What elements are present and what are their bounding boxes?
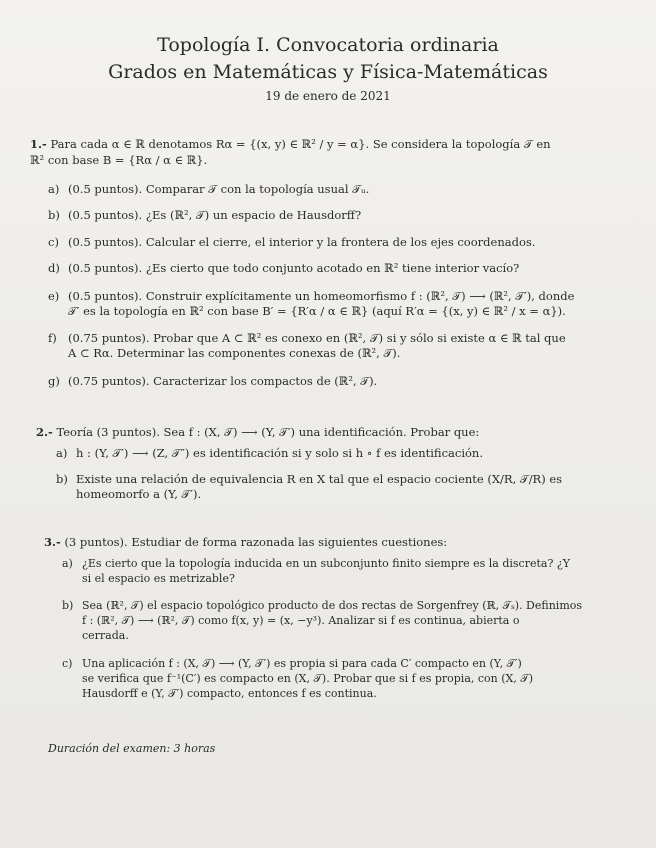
item-label: a) <box>48 182 60 196</box>
q1-item-e <box>48 289 588 319</box>
item-label: b) <box>48 208 60 222</box>
item-text: (0.5 puntos). Calcular el cierre, el interior y la frontera de los ejes coordenados. <box>68 235 536 249</box>
item-text-cont: Hausdorff e (Y, 𝒯′) compacto, entonces f es continua. <box>82 687 377 700</box>
item-text: Existe una relación de equivalencia R en X tal que el espacio cociente (X/R, 𝒯/R) es <box>76 472 563 486</box>
item-text-cont: si el espacio es metrizable? <box>82 572 235 585</box>
exam-subtitle: Grados en Matemáticas y Física-Matemáticas <box>108 61 548 83</box>
item-label: e) <box>48 289 60 303</box>
item-text: (0.5 puntos). ¿Es cierto que todo conjunto acotado en ℝ² tiene interior vacío? <box>68 261 520 275</box>
item-label: c) <box>62 657 73 670</box>
q1-item-f <box>48 331 588 361</box>
q1-item-b <box>48 208 588 223</box>
item-text: (0.75 puntos). Probar que A ⊂ ℝ² es conexo en (ℝ², 𝒯) si y sólo si existe α ∈ ℝ tal que <box>68 331 566 345</box>
question-2-number: 2.- <box>36 425 53 439</box>
item-text-cont: homeomorfo a (Y, 𝒯′). <box>76 487 202 501</box>
q1-item-c <box>48 235 588 250</box>
question-1-number: 1.- <box>30 137 47 151</box>
question-2-intro-text: Teoría (3 puntos). Sea f : (X, 𝒯) ⟶ (Y, 𝒯′) una identificación. Probar que: <box>56 425 480 439</box>
q1-item-g <box>48 374 588 389</box>
item-label: a) <box>56 446 68 460</box>
item-label: c) <box>48 235 59 249</box>
item-text-cont: f : (ℝ², 𝒯) ⟶ (ℝ², 𝒯) como f(x, y) = (x, −y³). Analizar si f es continua, abierta o <box>82 614 520 627</box>
question-1-intro-line1: Para cada α ∈ ℝ denotamos Rα = {(x, y) ∈ ℝ² / y = α}. Se considera la topología 𝒯 en <box>50 137 551 151</box>
item-text: Sea (ℝ², 𝒯) el espacio topológico producto de dos rectas de Sorgenfrey (ℝ, 𝒯ₛ). Definimos <box>82 599 583 612</box>
exam-title: Topología I. Convocatoria ordinaria <box>157 34 499 56</box>
q2-item-a <box>56 446 596 461</box>
item-text-cont: A ⊂ Rα. Determinar las componentes conexas de (ℝ², 𝒯). <box>68 346 401 360</box>
item-text-cont: 𝒯′ es la topología en ℝ² con base B′ = {R′α / α ∈ ℝ} (aquí R′α = {(x, y) ∈ ℝ² / x = α}). <box>68 304 566 318</box>
item-text: (0.5 puntos). Construir explícitamente un homeomorfismo f : (ℝ², 𝒯) ⟶ (ℝ², 𝒯′), donde <box>68 289 575 303</box>
q2-item-b <box>56 472 596 502</box>
question-2-intro <box>36 424 608 440</box>
item-label: b) <box>56 472 68 486</box>
question-1-intro <box>30 136 602 168</box>
question-3-intro-text: (3 puntos). Estudiar de forma razonada las siguientes cuestiones: <box>64 535 448 549</box>
item-label: f) <box>48 331 57 345</box>
exam-date: 19 de enero de 2021 <box>265 89 391 103</box>
q3-item-c <box>62 656 594 701</box>
question-3-intro <box>44 534 616 550</box>
item-label: b) <box>62 599 74 612</box>
q3-item-b <box>62 598 594 643</box>
item-label: d) <box>48 261 60 275</box>
q1-item-d <box>48 261 588 276</box>
question-3-number: 3.- <box>44 535 61 549</box>
item-label: a) <box>62 557 73 570</box>
item-text: ¿Es cierto que la topología inducida en un subconjunto finito siempre es la discreta? ¿Y <box>82 557 571 570</box>
item-text-cont: se verifica que f⁻¹(C′) es compacto en (X, 𝒯). Probar que si f es propia, con (X, 𝒯) <box>82 672 534 685</box>
item-text-cont: cerrada. <box>82 629 129 642</box>
item-text: (0.5 puntos). Comparar 𝒯 con la topología usual 𝒯ᵤ. <box>68 182 370 196</box>
item-label: g) <box>48 374 60 388</box>
q3-item-a <box>62 556 594 586</box>
exam-duration: Duración del examen: 3 horas <box>48 742 216 755</box>
question-1-intro-line2: ℝ² con base B = {Rα / α ∈ ℝ}. <box>30 153 208 167</box>
q1-item-a <box>48 182 588 197</box>
item-text: (0.5 puntos). ¿Es (ℝ², 𝒯) un espacio de Hausdorff? <box>68 208 362 222</box>
item-text: Una aplicación f : (X, 𝒯) ⟶ (Y, 𝒯′) es propia si para cada C′ compacto en (Y, 𝒯′) <box>82 657 522 670</box>
item-text: (0.75 puntos). Caracterizar los compactos de (ℝ², 𝒯). <box>68 374 378 388</box>
item-text: h : (Y, 𝒯′) ⟶ (Z, 𝒯″) es identificación si y solo si h ∘ f es identificación. <box>76 446 483 460</box>
